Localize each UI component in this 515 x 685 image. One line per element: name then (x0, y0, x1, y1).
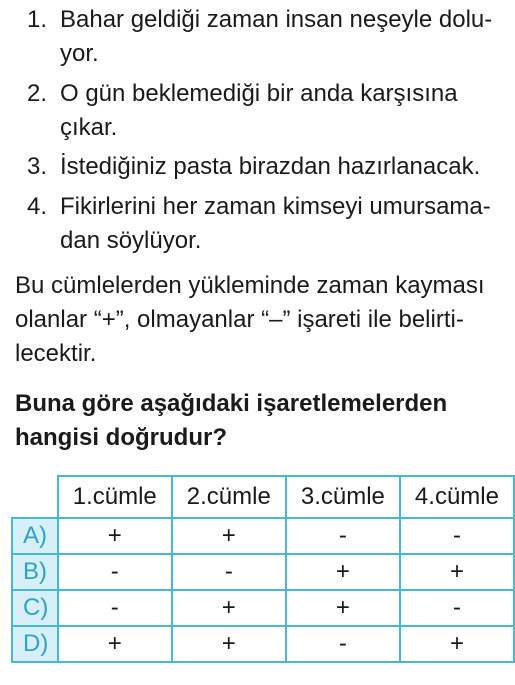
table-cell: + (172, 518, 286, 554)
table-cell: + (400, 626, 514, 662)
table-row-option-b[interactable] (12, 554, 514, 590)
sentence-number: 2. (27, 80, 48, 107)
sentence-text-line: O gün beklemediği bir anda karşısına (60, 80, 458, 107)
option-label[interactable]: B) (12, 554, 58, 590)
table-cell: + (286, 554, 400, 590)
table-header-row (12, 476, 514, 518)
sentence-text-line: çıkar. (60, 114, 118, 141)
sentence-text-line: dan söylüyor. (60, 227, 202, 254)
sentence-number: 4. (27, 193, 48, 220)
table-cell: - (286, 626, 400, 662)
option-label[interactable]: C) (12, 590, 58, 626)
sentence-text-line: İstediğiniz pasta birazdan hazırlanacak. (60, 153, 481, 180)
table-header: 3.cümle (286, 476, 400, 518)
table-cell: + (172, 626, 286, 662)
table-header: 2.cümle (172, 476, 286, 518)
table-cell: + (400, 554, 514, 590)
question-line: Buna göre aşağıdaki işaretlemelerden (15, 390, 448, 417)
table-row-option-c[interactable] (12, 590, 514, 626)
option-label[interactable]: A) (12, 518, 58, 554)
instruction-line: olanlar “+”, olmayanlar “–” işareti ile belirti- (15, 306, 464, 333)
table-header: 4.cümle (400, 476, 514, 518)
table-cell: + (172, 590, 286, 626)
sentence-number: 3. (27, 153, 48, 180)
table-cell: - (58, 590, 172, 626)
table-cell: + (58, 518, 172, 554)
table-cell: + (58, 626, 172, 662)
table-cell: - (286, 518, 400, 554)
table-row-option-d[interactable] (12, 626, 514, 662)
sentence-text-line: yor. (60, 40, 99, 67)
table-cell: - (400, 518, 514, 554)
option-label[interactable]: D) (12, 626, 58, 662)
question-line: hangisi doğrudur? (15, 424, 227, 451)
sentence-text-line: Fikirlerini her zaman kimseyi umursama- (60, 193, 491, 220)
table-cell: - (58, 554, 172, 590)
table-cell: - (172, 554, 286, 590)
table-header: 1.cümle (58, 476, 172, 518)
table-row-option-a[interactable] (12, 518, 514, 554)
table-cell: + (286, 590, 400, 626)
sentence-number: 1. (27, 6, 48, 33)
instruction-line: Bu cümlelerden yükleminde zaman kayması (15, 272, 485, 299)
table-cell: - (400, 590, 514, 626)
table-corner (12, 476, 58, 518)
instruction-line: lecektir. (15, 340, 97, 367)
sentence-text-line: Bahar geldiği zaman insan neşeyle dolu- (60, 6, 493, 33)
answer-table (11, 475, 515, 663)
